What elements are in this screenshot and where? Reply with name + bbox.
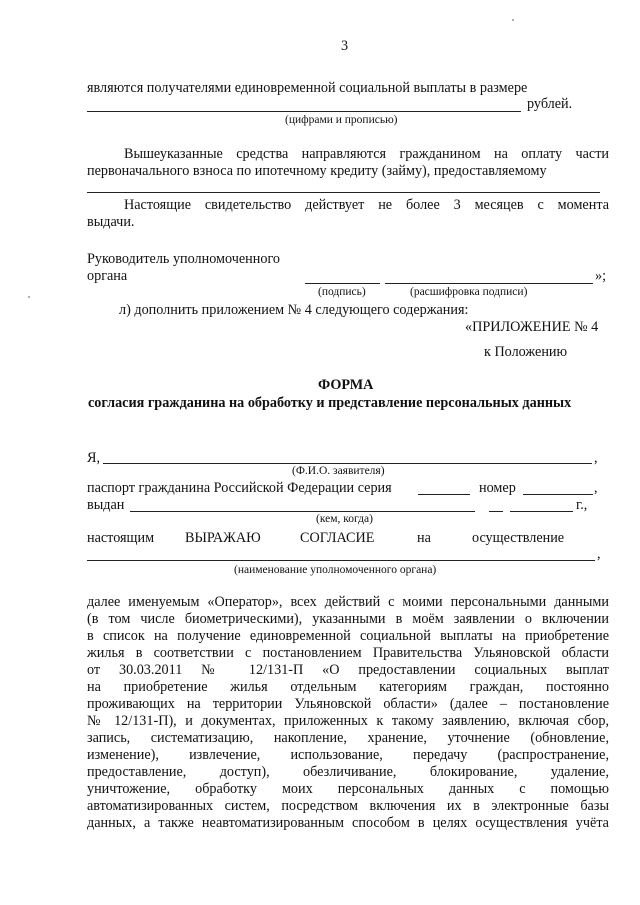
passport-series-line[interactable] bbox=[418, 494, 470, 495]
amount-blank-line bbox=[87, 111, 521, 112]
lender-blank-line bbox=[87, 192, 600, 193]
body-line: запись, систематизацию, накопление, хранение, уточнение (обновление, bbox=[87, 730, 609, 746]
fio-input-line[interactable] bbox=[103, 463, 592, 464]
decode-caption: (расшифровка подписи) bbox=[410, 286, 528, 298]
number-label: номер bbox=[479, 480, 516, 496]
funds-paragraph-line2: первоначального взноса по ипотечному кредиту (займу), предоставляемому bbox=[87, 163, 547, 179]
issued-day-line[interactable] bbox=[489, 511, 503, 512]
issued-caption: (кем, когда) bbox=[316, 513, 373, 525]
body-line: жилья в соответствии с постановлением Правительства Ульяновской области bbox=[87, 645, 609, 661]
validity-line2: выдачи. bbox=[87, 214, 135, 230]
fio-caption: (Ф.И.О. заявителя) bbox=[292, 465, 385, 477]
scan-speck bbox=[28, 296, 30, 298]
appendix-title: «ПРИЛОЖЕНИЕ № 4 bbox=[465, 319, 599, 335]
fio-comma: , bbox=[594, 450, 598, 466]
passport-number-line[interactable] bbox=[523, 494, 593, 495]
agree-word-2: ВЫРАЖАЮ bbox=[185, 530, 261, 546]
body-line: от 30.03.2011 № 12/131-П «О предоставлении социальных выплат bbox=[87, 662, 609, 678]
form-subtitle: согласия гражданина на обработку и представление персональных данных bbox=[88, 395, 572, 411]
validity-line1: Настоящие свидетельство действует не более 3 месяцев с момента bbox=[124, 197, 609, 213]
body-line: проживающих на территории Ульяновской области» (далее – постановление bbox=[87, 696, 609, 712]
amendment-text: л) дополнить приложением № 4 следующего содержания: bbox=[119, 302, 469, 318]
body-line: далее именуемым «Оператор», всех действий с моими персональными данными bbox=[87, 594, 609, 610]
appendix-subtitle: к Положению bbox=[484, 344, 568, 360]
signature-caption: (подпись) bbox=[318, 286, 366, 298]
issued-year-line[interactable] bbox=[510, 511, 573, 512]
year-suffix: г., bbox=[576, 497, 588, 513]
rubles-label: рублей. bbox=[527, 96, 573, 112]
organ-caption: (наименование уполномоченного органа) bbox=[234, 564, 437, 576]
organ-comma: , bbox=[597, 546, 601, 562]
ya-label: Я, bbox=[87, 450, 101, 466]
agree-word-4: на bbox=[417, 530, 431, 546]
agree-word-3: СОГЛАСИЕ bbox=[300, 530, 375, 546]
head-label-line2: органа bbox=[87, 268, 128, 284]
agree-word-1: настоящим bbox=[87, 530, 155, 546]
issued-by-line[interactable] bbox=[130, 511, 475, 512]
body-line: изменение), извлечение, использование, передачу (распространение, bbox=[87, 747, 609, 763]
body-line: (в том числе биометрическими), указанными в моём заявлении о включении bbox=[87, 611, 609, 627]
body-line: данных, а также неавтоматизированным способом в целях осуществления учёта bbox=[87, 815, 609, 831]
body-line: на приобретение жилья отдельным категориям граждан, постоянно bbox=[87, 679, 609, 695]
body-line: предоставление, доступ), обезличивание, блокирование, удаление, bbox=[87, 764, 609, 780]
passport-label: паспорт гражданина Российской Федерации серия bbox=[87, 480, 392, 496]
signature-end-mark: »; bbox=[595, 268, 607, 284]
page-number: 3 bbox=[341, 38, 349, 54]
issued-label: выдан bbox=[87, 497, 125, 513]
consent-body bbox=[87, 594, 609, 832]
body-line: автоматизированных систем, посредством включения их в электронные базы bbox=[87, 798, 609, 814]
body-line: уничтожение, обработку моих персональных данных с помощью bbox=[87, 781, 609, 797]
body-line: № 12/131-П), и документах, приложенных к такому заявлению, включая сбор, bbox=[87, 713, 609, 729]
scan-speck bbox=[512, 19, 514, 21]
head-label-line1: Руководитель уполномоченного bbox=[87, 251, 281, 267]
signature-line bbox=[305, 283, 380, 284]
amount-caption: (цифрами и прописью) bbox=[285, 114, 398, 126]
funds-paragraph-line1: Вышеуказанные средства направляются гражданином на оплату части bbox=[124, 146, 609, 162]
organ-input-line[interactable] bbox=[87, 560, 595, 561]
form-title: ФОРМА bbox=[318, 377, 374, 393]
body-line: в список на получение единовременной социальной выплаты на приобретение bbox=[87, 628, 609, 644]
agree-word-5: осуществление bbox=[472, 530, 565, 546]
recipients-line: являются получателями единовременной социальной выплаты в размере bbox=[87, 80, 528, 96]
passport-comma: , bbox=[594, 480, 598, 496]
signature-decode-line bbox=[385, 283, 593, 284]
